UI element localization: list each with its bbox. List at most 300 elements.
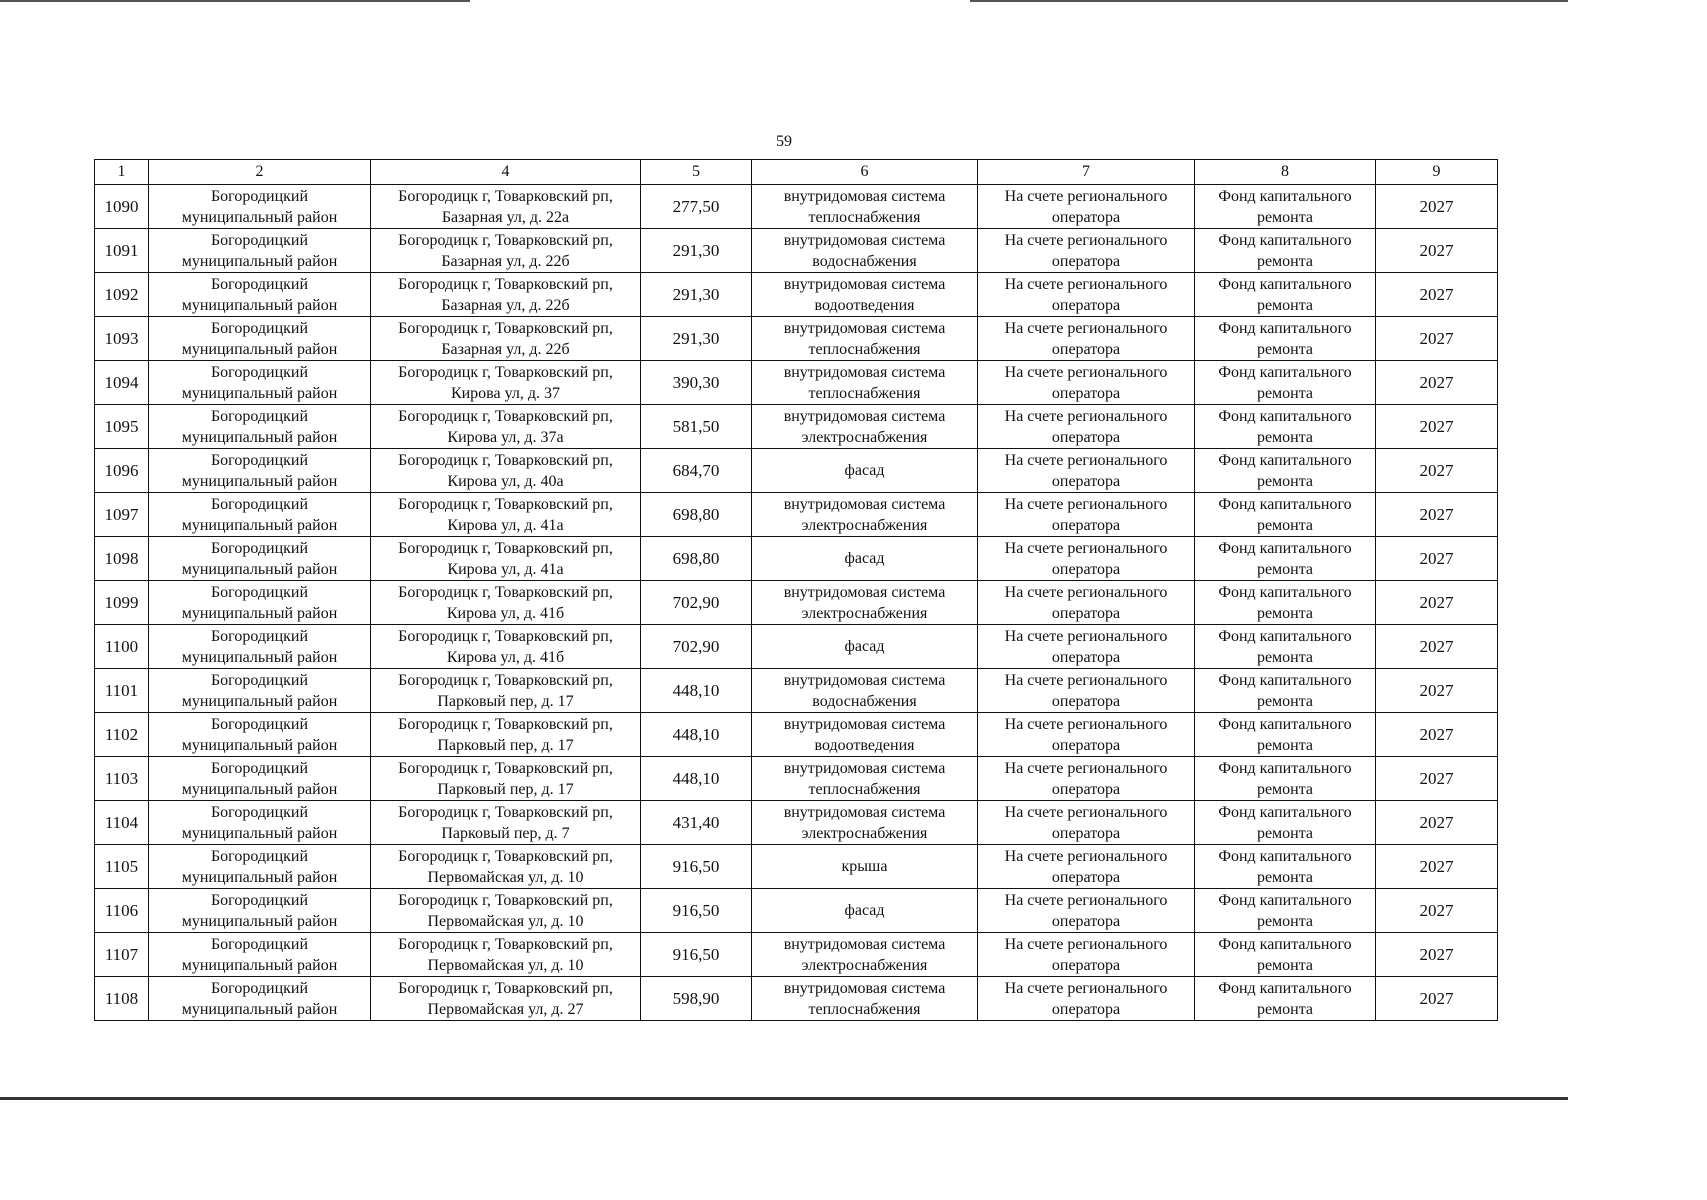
account-type-cell-line: На счете регионального <box>1004 407 1168 425</box>
address-cell-line: Кирова ул, д. 41а <box>447 516 564 534</box>
account-type-cell <box>978 273 1195 317</box>
district-cell-line: Богородицкий <box>210 759 309 777</box>
address-cell-line: Богородицк г, Товарковский рп, <box>398 759 613 777</box>
work-type-cell <box>752 757 978 801</box>
table-row <box>95 493 1498 537</box>
funding-source-cell <box>1195 801 1376 845</box>
year-cell: 2027 <box>1376 669 1498 713</box>
table-row <box>95 669 1498 713</box>
account-type-cell-line: На счете регионального <box>1004 583 1168 601</box>
work-type-cell-line: теплоснабжения <box>808 340 921 358</box>
value-cell: 581,50 <box>641 405 752 449</box>
address-cell-line: Богородицк г, Товарковский рп, <box>398 715 613 733</box>
year-cell: 2027 <box>1376 625 1498 669</box>
address-cell <box>371 273 641 317</box>
funding-source-cell-line: Фонд капитального <box>1218 187 1352 205</box>
address-cell <box>371 581 641 625</box>
funding-source-cell-line: Фонд капитального <box>1218 275 1352 293</box>
address-cell-line: Богородицк г, Товарковский рп, <box>398 407 613 425</box>
work-type-cell-line: внутридомовая система <box>783 275 946 293</box>
address-cell <box>371 669 641 713</box>
address-cell <box>371 185 641 229</box>
value-cell: 916,50 <box>641 845 752 889</box>
account-type-cell <box>978 229 1195 273</box>
work-type-cell-line: электроснабжения <box>801 516 928 534</box>
table-row <box>95 801 1498 845</box>
account-type-cell-line: оператора <box>1051 780 1121 798</box>
table-row <box>95 273 1498 317</box>
account-type-cell-line: На счете регионального <box>1004 803 1168 821</box>
column-header: 7 <box>978 160 1195 185</box>
work-type-cell-line: теплоснабжения <box>808 780 921 798</box>
work-type-cell <box>752 669 978 713</box>
page-number: 59 <box>776 133 792 150</box>
work-type-cell <box>752 361 978 405</box>
address-cell-line: Парковый пер, д. 17 <box>437 736 574 754</box>
funding-source-cell-line: ремонта <box>1256 340 1314 358</box>
account-type-cell-line: На счете регионального <box>1004 891 1168 909</box>
address-cell <box>371 493 641 537</box>
value-cell: 448,10 <box>641 669 752 713</box>
address-cell-line: Богородицк г, Товарковский рп, <box>398 583 613 601</box>
account-type-cell-line: оператора <box>1051 560 1121 578</box>
account-type-cell <box>978 845 1195 889</box>
district-cell <box>149 625 371 669</box>
funding-source-cell-line: Фонд капитального <box>1218 979 1352 997</box>
address-cell <box>371 933 641 977</box>
work-type-cell-line: водоотведения <box>814 736 915 754</box>
district-cell-line: Богородицкий <box>210 627 309 645</box>
row-number-cell: 1103 <box>95 757 149 801</box>
address-cell <box>371 405 641 449</box>
address-cell-line: Кирова ул, д. 41б <box>446 648 565 666</box>
funding-source-cell-line: ремонта <box>1256 252 1314 270</box>
district-cell-line: Богородицкий <box>210 847 309 865</box>
work-type-cell <box>752 977 978 1021</box>
table-header-row <box>95 160 1498 185</box>
district-cell-line: Богородицкий <box>210 891 309 909</box>
funding-source-cell-line: Фонд капитального <box>1218 319 1352 337</box>
row-number-cell: 1092 <box>95 273 149 317</box>
district-cell-line: муниципальный район <box>181 956 338 974</box>
funding-source-cell-line: ремонта <box>1256 296 1314 314</box>
year-cell: 2027 <box>1376 361 1498 405</box>
funding-source-cell-line: ремонта <box>1256 1000 1314 1018</box>
work-type-cell-line: фасад <box>844 550 885 567</box>
table-row <box>95 229 1498 273</box>
funding-source-cell-line: Фонд капитального <box>1218 759 1352 777</box>
district-cell <box>149 581 371 625</box>
address-cell-line: Парковый пер, д. 17 <box>437 692 574 710</box>
district-cell-line: Богородицкий <box>210 935 309 953</box>
account-type-cell <box>978 889 1195 933</box>
top-border-line-left <box>0 0 470 2</box>
funding-source-cell <box>1195 317 1376 361</box>
account-type-cell-line: На счете регионального <box>1004 451 1168 469</box>
table-row <box>95 405 1498 449</box>
district-cell <box>149 801 371 845</box>
work-type-cell-line: фасад <box>844 462 885 479</box>
funding-source-cell-line: Фонд капитального <box>1218 231 1352 249</box>
value-cell: 431,40 <box>641 801 752 845</box>
funding-source-cell-line: ремонта <box>1256 780 1314 798</box>
district-cell-line: муниципальный район <box>181 692 338 710</box>
account-type-cell-line: оператора <box>1051 208 1121 226</box>
district-cell <box>149 273 371 317</box>
address-cell-line: Богородицк г, Товарковский рп, <box>398 671 613 689</box>
value-cell: 598,90 <box>641 977 752 1021</box>
table-row <box>95 845 1498 889</box>
district-cell-line: Богородицкий <box>210 319 309 337</box>
work-type-cell-line: водоотведения <box>814 296 915 314</box>
funding-source-cell <box>1195 933 1376 977</box>
address-cell-line: Богородицк г, Товарковский рп, <box>398 979 613 997</box>
district-cell-line: Богородицкий <box>210 803 309 821</box>
work-type-cell-line: внутридомовая система <box>783 759 946 777</box>
address-cell <box>371 317 641 361</box>
district-cell-line: Богородицкий <box>210 715 309 733</box>
year-cell: 2027 <box>1376 317 1498 361</box>
district-cell <box>149 537 371 581</box>
year-cell: 2027 <box>1376 537 1498 581</box>
column-header: 5 <box>641 160 752 185</box>
funding-source-cell-line: Фонд капитального <box>1218 803 1352 821</box>
work-type-cell <box>752 845 978 889</box>
funding-source-cell-line: ремонта <box>1256 912 1314 930</box>
table-row <box>95 317 1498 361</box>
row-number-cell: 1106 <box>95 889 149 933</box>
district-cell-line: Богородицкий <box>210 187 309 205</box>
address-cell-line: Парковый пер, д. 17 <box>437 780 574 798</box>
address-cell-line: Богородицк г, Товарковский рп, <box>398 539 613 557</box>
row-number-cell: 1100 <box>95 625 149 669</box>
funding-source-cell-line: Фонд капитального <box>1218 891 1352 909</box>
district-cell-line: муниципальный район <box>181 516 338 534</box>
funding-source-cell-line: Фонд капитального <box>1218 935 1352 953</box>
funding-source-cell-line: ремонта <box>1256 472 1314 490</box>
value-cell: 684,70 <box>641 449 752 493</box>
account-type-cell-line: На счете регионального <box>1004 187 1168 205</box>
address-cell <box>371 361 641 405</box>
work-type-cell-line: внутридомовая система <box>783 583 946 601</box>
value-cell: 277,50 <box>641 185 752 229</box>
address-cell <box>371 889 641 933</box>
work-type-cell <box>752 889 978 933</box>
work-type-cell-line: внутридомовая система <box>783 803 946 821</box>
account-type-cell-line: На счете регионального <box>1004 935 1168 953</box>
district-cell-line: муниципальный район <box>181 868 338 886</box>
district-cell-line: муниципальный район <box>181 472 338 490</box>
value-cell: 291,30 <box>641 273 752 317</box>
account-type-cell-line: оператора <box>1051 516 1121 534</box>
district-cell-line: муниципальный район <box>181 1000 338 1018</box>
table-row <box>95 625 1498 669</box>
account-type-cell-line: На счете регионального <box>1004 627 1168 645</box>
row-number-cell: 1108 <box>95 977 149 1021</box>
district-cell <box>149 185 371 229</box>
value-cell: 448,10 <box>641 713 752 757</box>
address-cell-line: Кирова ул, д. 41б <box>446 604 565 622</box>
account-type-cell <box>978 405 1195 449</box>
district-cell-line: муниципальный район <box>181 340 338 358</box>
account-type-cell <box>978 669 1195 713</box>
work-type-cell-line: внутридомовая система <box>783 935 946 953</box>
funding-source-cell <box>1195 977 1376 1021</box>
district-cell-line: муниципальный район <box>181 560 338 578</box>
district-cell-line: муниципальный район <box>181 604 338 622</box>
column-header: 1 <box>95 160 149 185</box>
address-cell-line: Богородицк г, Товарковский рп, <box>398 231 613 249</box>
district-cell <box>149 405 371 449</box>
funding-source-cell <box>1195 185 1376 229</box>
funding-source-cell-line: ремонта <box>1256 868 1314 886</box>
row-number-cell: 1105 <box>95 845 149 889</box>
address-cell-line: Кирова ул, д. 37 <box>450 384 561 402</box>
account-type-cell-line: оператора <box>1051 692 1121 710</box>
funding-source-cell-line: ремонта <box>1256 692 1314 710</box>
account-type-cell <box>978 185 1195 229</box>
column-header: 8 <box>1195 160 1376 185</box>
account-type-cell-line: оператора <box>1051 296 1121 314</box>
table-row <box>95 757 1498 801</box>
work-type-cell-line: водоснабжения <box>812 252 917 270</box>
address-cell-line: Первомайская ул, д. 27 <box>427 1000 584 1018</box>
funding-source-cell <box>1195 493 1376 537</box>
work-type-cell-line: внутридомовая система <box>783 495 946 513</box>
funding-source-cell-line: Фонд капитального <box>1218 495 1352 513</box>
address-cell <box>371 625 641 669</box>
work-type-cell <box>752 581 978 625</box>
district-cell-line: муниципальный район <box>181 252 338 270</box>
district-cell-line: Богородицкий <box>210 451 309 469</box>
value-cell: 916,50 <box>641 889 752 933</box>
district-cell-line: Богородицкий <box>210 979 309 997</box>
address-cell-line: Богородицк г, Товарковский рп, <box>398 275 613 293</box>
row-number-cell: 1094 <box>95 361 149 405</box>
district-cell <box>149 317 371 361</box>
account-type-cell-line: На счете регионального <box>1004 495 1168 513</box>
column-header: 2 <box>149 160 371 185</box>
funding-source-cell <box>1195 405 1376 449</box>
account-type-cell <box>978 361 1195 405</box>
district-cell <box>149 933 371 977</box>
value-cell: 702,90 <box>641 625 752 669</box>
work-type-cell-line: внутридомовая система <box>783 363 946 381</box>
funding-source-cell <box>1195 713 1376 757</box>
account-type-cell-line: оператора <box>1051 604 1121 622</box>
account-type-cell <box>978 757 1195 801</box>
district-cell <box>149 449 371 493</box>
work-type-cell-line: фасад <box>844 638 885 655</box>
table-row <box>95 449 1498 493</box>
table-row <box>95 185 1498 229</box>
row-number-cell: 1090 <box>95 185 149 229</box>
funding-source-cell-line: ремонта <box>1256 428 1314 446</box>
work-type-cell-line: электроснабжения <box>801 956 928 974</box>
district-cell-line: Богородицкий <box>210 495 309 513</box>
account-type-cell <box>978 317 1195 361</box>
account-type-cell <box>978 933 1195 977</box>
district-cell-line: муниципальный район <box>181 208 338 226</box>
year-cell: 2027 <box>1376 889 1498 933</box>
work-type-cell <box>752 713 978 757</box>
address-cell-line: Кирова ул, д. 40а <box>447 472 564 490</box>
district-cell-line: муниципальный район <box>181 428 338 446</box>
account-type-cell <box>978 977 1195 1021</box>
address-cell-line: Богородицк г, Товарковский рп, <box>398 627 613 645</box>
year-cell: 2027 <box>1376 977 1498 1021</box>
address-cell <box>371 229 641 273</box>
funding-source-cell-line: ремонта <box>1256 604 1314 622</box>
row-number-cell: 1104 <box>95 801 149 845</box>
year-cell: 2027 <box>1376 713 1498 757</box>
funding-source-cell <box>1195 757 1376 801</box>
district-cell-line: муниципальный район <box>181 824 338 842</box>
work-type-cell <box>752 405 978 449</box>
work-type-cell-line: теплоснабжения <box>808 384 921 402</box>
address-cell-line: Первомайская ул, д. 10 <box>427 956 584 974</box>
account-type-cell <box>978 581 1195 625</box>
work-type-cell-line: внутридомовая система <box>783 187 946 205</box>
funding-source-cell <box>1195 845 1376 889</box>
district-cell-line: муниципальный район <box>181 296 338 314</box>
value-cell: 291,30 <box>641 317 752 361</box>
funding-source-cell-line: ремонта <box>1256 956 1314 974</box>
district-cell-line: Богородицкий <box>210 671 309 689</box>
funding-source-cell <box>1195 449 1376 493</box>
work-type-cell-line: внутридомовая система <box>783 231 946 249</box>
district-cell-line: муниципальный район <box>181 780 338 798</box>
funding-source-cell <box>1195 537 1376 581</box>
address-cell-line: Богородицк г, Товарковский рп, <box>398 935 613 953</box>
address-cell-line: Базарная ул, д. 22а <box>441 208 570 226</box>
funding-source-cell <box>1195 669 1376 713</box>
address-cell <box>371 801 641 845</box>
address-cell-line: Богородицк г, Товарковский рп, <box>398 363 613 381</box>
district-cell-line: Богородицкий <box>210 231 309 249</box>
year-cell: 2027 <box>1376 933 1498 977</box>
account-type-cell <box>978 625 1195 669</box>
funding-source-cell-line: ремонта <box>1256 384 1314 402</box>
district-cell <box>149 977 371 1021</box>
table-row <box>95 537 1498 581</box>
address-cell-line: Богородицк г, Товарковский рп, <box>398 847 613 865</box>
district-cell <box>149 845 371 889</box>
work-type-cell-line: фасад <box>844 902 885 919</box>
account-type-cell-line: На счете регионального <box>1004 979 1168 997</box>
account-type-cell-line: оператора <box>1051 428 1121 446</box>
row-number-cell: 1101 <box>95 669 149 713</box>
address-cell-line: Кирова ул, д. 37а <box>447 428 564 446</box>
account-type-cell-line: оператора <box>1051 824 1121 842</box>
account-type-cell <box>978 801 1195 845</box>
work-type-cell <box>752 537 978 581</box>
row-number-cell: 1097 <box>95 493 149 537</box>
funding-source-cell-line: Фонд капитального <box>1218 715 1352 733</box>
top-border-line-right <box>970 0 1568 2</box>
year-cell: 2027 <box>1376 845 1498 889</box>
row-number-cell: 1102 <box>95 713 149 757</box>
year-cell: 2027 <box>1376 405 1498 449</box>
column-header: 4 <box>371 160 641 185</box>
value-cell: 390,30 <box>641 361 752 405</box>
column-header: 9 <box>1376 160 1498 185</box>
value-cell: 916,50 <box>641 933 752 977</box>
work-type-cell-line: внутридомовая система <box>783 407 946 425</box>
account-type-cell-line: оператора <box>1051 472 1121 490</box>
district-cell-line: муниципальный район <box>181 912 338 930</box>
account-type-cell-line: оператора <box>1051 1000 1121 1018</box>
address-cell-line: Парковый пер, д. 7 <box>441 824 570 842</box>
work-type-cell-line: электроснабжения <box>801 824 928 842</box>
work-type-cell <box>752 317 978 361</box>
work-type-cell-line: крыша <box>841 858 888 875</box>
address-cell-line: Базарная ул, д. 22б <box>441 296 570 314</box>
row-number-cell: 1091 <box>95 229 149 273</box>
address-cell-line: Кирова ул, д. 41а <box>447 560 564 578</box>
capital-repair-table <box>94 159 1498 1021</box>
row-number-cell: 1098 <box>95 537 149 581</box>
row-number-cell: 1099 <box>95 581 149 625</box>
address-cell-line: Первомайская ул, д. 10 <box>427 868 584 886</box>
work-type-cell <box>752 185 978 229</box>
account-type-cell <box>978 493 1195 537</box>
year-cell: 2027 <box>1376 581 1498 625</box>
work-type-cell <box>752 449 978 493</box>
bottom-border-line <box>0 1097 1568 1100</box>
funding-source-cell-line: Фонд капитального <box>1218 847 1352 865</box>
year-cell: 2027 <box>1376 273 1498 317</box>
district-cell <box>149 361 371 405</box>
district-cell-line: Богородицкий <box>210 275 309 293</box>
account-type-cell-line: На счете регионального <box>1004 715 1168 733</box>
address-cell-line: Богородицк г, Товарковский рп, <box>398 451 613 469</box>
district-cell <box>149 713 371 757</box>
account-type-cell <box>978 713 1195 757</box>
district-cell-line: муниципальный район <box>181 384 338 402</box>
work-type-cell-line: электроснабжения <box>801 604 928 622</box>
table-row <box>95 933 1498 977</box>
district-cell-line: Богородицкий <box>210 407 309 425</box>
district-cell <box>149 669 371 713</box>
year-cell: 2027 <box>1376 229 1498 273</box>
value-cell: 291,30 <box>641 229 752 273</box>
work-type-cell-line: теплоснабжения <box>808 1000 921 1018</box>
column-header: 6 <box>752 160 978 185</box>
account-type-cell-line: оператора <box>1051 868 1121 886</box>
row-number-cell: 1107 <box>95 933 149 977</box>
year-cell: 2027 <box>1376 493 1498 537</box>
address-cell-line: Богородицк г, Товарковский рп, <box>398 495 613 513</box>
funding-source-cell-line: Фонд капитального <box>1218 627 1352 645</box>
account-type-cell-line: На счете регионального <box>1004 847 1168 865</box>
funding-source-cell-line: ремонта <box>1256 736 1314 754</box>
table-row <box>95 977 1498 1021</box>
account-type-cell-line: оператора <box>1051 736 1121 754</box>
address-cell <box>371 537 641 581</box>
work-type-cell <box>752 801 978 845</box>
address-cell <box>371 977 641 1021</box>
work-type-cell-line: теплоснабжения <box>808 208 921 226</box>
table-row <box>95 361 1498 405</box>
account-type-cell-line: оператора <box>1051 252 1121 270</box>
account-type-cell-line: На счете регионального <box>1004 231 1168 249</box>
funding-source-cell <box>1195 889 1376 933</box>
funding-source-cell <box>1195 581 1376 625</box>
table-row <box>95 581 1498 625</box>
work-type-cell-line: электроснабжения <box>801 428 928 446</box>
account-type-cell-line: оператора <box>1051 912 1121 930</box>
